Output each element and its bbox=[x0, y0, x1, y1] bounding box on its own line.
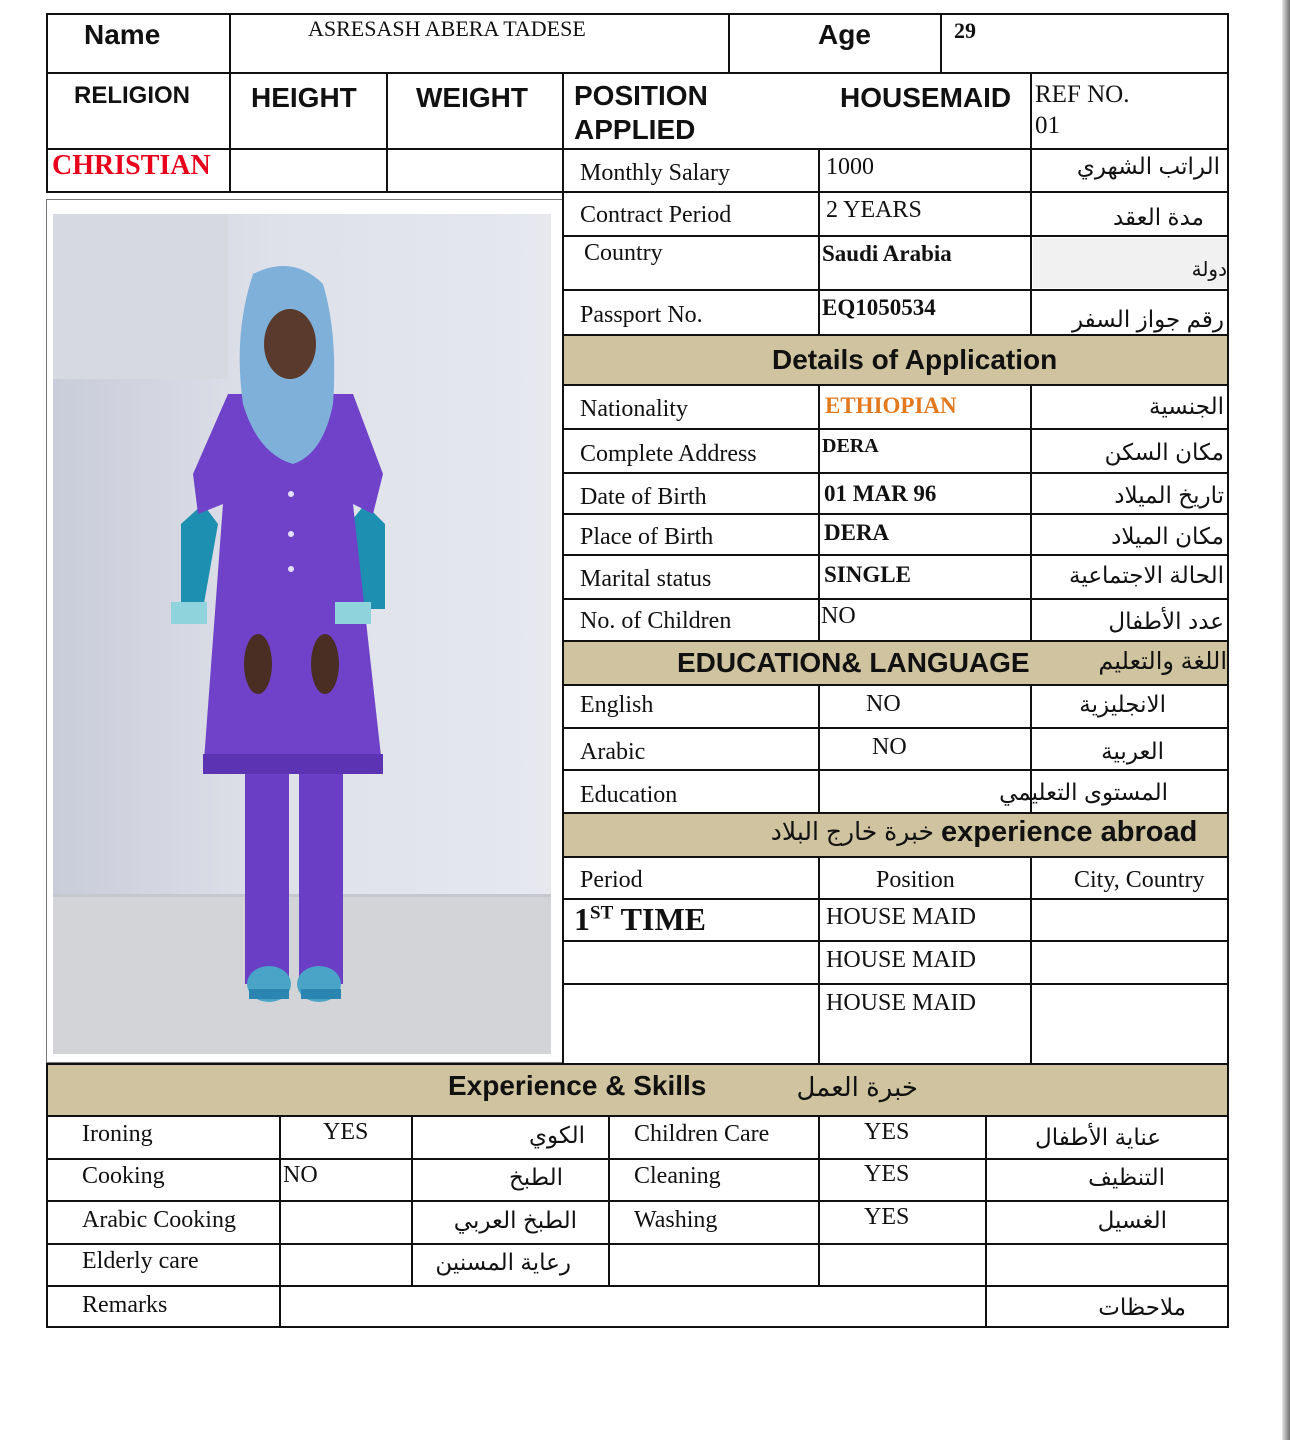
passport-arabic: رقم جواز السفر bbox=[1071, 306, 1224, 332]
contract-period-value: 2 YEARS bbox=[826, 197, 922, 223]
monthly-salary-label: Monthly Salary bbox=[580, 160, 730, 186]
nationality-label: Nationality bbox=[580, 396, 688, 422]
ref-label: REF NO. bbox=[1035, 81, 1130, 108]
english-arabic: الانجليزية bbox=[1079, 691, 1166, 717]
abroad-title-arabic: خبرة خارج البلاد bbox=[770, 818, 934, 846]
skill-washing-label: Washing bbox=[634, 1207, 718, 1233]
education-title: EDUCATION& LANGUAGE bbox=[677, 647, 1030, 678]
english-value: NO bbox=[866, 691, 901, 717]
english-label: English bbox=[580, 692, 654, 718]
applicant-photo-frame bbox=[46, 199, 564, 1063]
marital-arabic: الحالة الاجتماعية bbox=[1069, 562, 1224, 588]
children-label: No. of Children bbox=[580, 608, 732, 634]
skill-washing-value: YES bbox=[864, 1204, 910, 1230]
position-label-line1: POSITION bbox=[574, 80, 708, 111]
address-arabic: مكان السكن bbox=[1104, 439, 1224, 465]
abroad-col-position: Position bbox=[876, 867, 955, 893]
abroad-position-2: HOUSE MAID bbox=[826, 947, 976, 973]
children-value: NO bbox=[821, 603, 856, 629]
abroad-title: experience abroad bbox=[941, 816, 1198, 848]
dob-arabic: تاريخ الميلاد bbox=[1114, 482, 1224, 508]
country-label: Country bbox=[584, 240, 663, 266]
name-label: Name bbox=[84, 19, 161, 50]
remarks-arabic: ملاحظات bbox=[1098, 1294, 1186, 1320]
marital-value: SINGLE bbox=[824, 562, 911, 587]
skill-arabic-cooking-label: Arabic Cooking bbox=[82, 1207, 236, 1233]
nationality-value: ETHIOPIAN bbox=[825, 393, 957, 418]
religion-value: CHRISTIAN bbox=[52, 150, 211, 181]
education-label: Education bbox=[580, 782, 678, 808]
period-number: 1 bbox=[574, 901, 590, 937]
name-value: ASRESASH ABERA TADESE bbox=[308, 16, 586, 41]
skill-washing-arabic: الغسيل bbox=[1097, 1207, 1167, 1233]
dob-value: 01 MAR 96 bbox=[824, 481, 937, 506]
skill-cooking-label: Cooking bbox=[82, 1163, 165, 1189]
pob-label: Place of Birth bbox=[580, 524, 714, 550]
skills-title: Experience & Skills bbox=[448, 1070, 707, 1101]
passport-value: EQ1050534 bbox=[822, 295, 936, 320]
skill-cleaning-value: YES bbox=[864, 1161, 910, 1187]
religion-label: RELIGION bbox=[74, 82, 191, 109]
skill-children-care-value: YES bbox=[864, 1119, 910, 1145]
height-label: HEIGHT bbox=[251, 82, 357, 113]
skill-children-care-label: Children Care bbox=[634, 1121, 770, 1147]
marital-label: Marital status bbox=[580, 566, 712, 592]
abroad-position-1: HOUSE MAID bbox=[826, 904, 976, 930]
address-label: Complete Address bbox=[580, 441, 757, 467]
details-title: Details of Application bbox=[772, 344, 1058, 375]
skill-children-care-arabic: عناية الأطفال bbox=[1035, 1124, 1161, 1150]
monthly-salary-value: 1000 bbox=[826, 154, 874, 180]
abroad-period-value bbox=[574, 903, 706, 935]
skill-arabic-cooking-arabic: الطبخ العربي bbox=[453, 1207, 577, 1233]
country-arabic: دولة bbox=[1191, 259, 1227, 281]
weight-label: WEIGHT bbox=[416, 82, 528, 113]
country-value: Saudi Arabia bbox=[822, 241, 952, 266]
skills-title-arabic: خبرة العمل bbox=[796, 1072, 918, 1102]
skill-ironing-value: YES bbox=[323, 1119, 369, 1145]
address-value: DERA bbox=[822, 435, 879, 457]
pob-arabic: مكان الميلاد bbox=[1111, 523, 1224, 549]
position-label-line2: APPLIED bbox=[574, 114, 696, 145]
skill-ironing-arabic: الكوي bbox=[529, 1122, 585, 1148]
skill-cooking-value: NO bbox=[283, 1162, 318, 1188]
applicant-photo bbox=[53, 214, 551, 1054]
contract-period-label: Contract Period bbox=[580, 202, 732, 228]
abroad-position-3: HOUSE MAID bbox=[826, 990, 976, 1016]
arabic-arabic: العربية bbox=[1101, 738, 1164, 764]
page-edge-shadow bbox=[1282, 0, 1290, 1440]
abroad-col-city: City, Country bbox=[1074, 867, 1205, 893]
skill-elderly-arabic: رعاية المسنين bbox=[435, 1249, 571, 1275]
ref-value: 01 bbox=[1035, 112, 1060, 139]
skill-ironing-label: Ironing bbox=[82, 1121, 153, 1147]
period-ordinal: ST bbox=[590, 902, 614, 924]
pob-value: DERA bbox=[824, 520, 890, 545]
period-word: TIME bbox=[613, 901, 707, 937]
skill-cleaning-label: Cleaning bbox=[634, 1163, 721, 1189]
passport-label: Passport No. bbox=[580, 302, 703, 328]
arabic-label: Arabic bbox=[580, 739, 646, 765]
children-arabic: عدد الأطفال bbox=[1108, 608, 1224, 634]
education-arabic: المستوى التعليمي bbox=[999, 779, 1168, 805]
remarks-label: Remarks bbox=[82, 1292, 168, 1318]
age-value: 29 bbox=[954, 18, 976, 43]
education-title-arabic: اللغة والتعليم bbox=[1098, 648, 1227, 675]
skill-cooking-arabic: الطبخ bbox=[508, 1164, 563, 1190]
dob-label: Date of Birth bbox=[580, 484, 707, 510]
contract-period-arabic: مدة العقد bbox=[1112, 204, 1204, 230]
age-label: Age bbox=[818, 19, 871, 50]
skill-elderly-label: Elderly care bbox=[82, 1248, 199, 1274]
arabic-value: NO bbox=[872, 734, 907, 760]
abroad-col-period: Period bbox=[580, 867, 643, 893]
position-value: HOUSEMAID bbox=[840, 82, 1012, 113]
monthly-salary-arabic: الراتب الشهري bbox=[1076, 153, 1220, 179]
skill-cleaning-arabic: التنظيف bbox=[1088, 1164, 1165, 1190]
nationality-arabic: الجنسية bbox=[1149, 393, 1224, 419]
